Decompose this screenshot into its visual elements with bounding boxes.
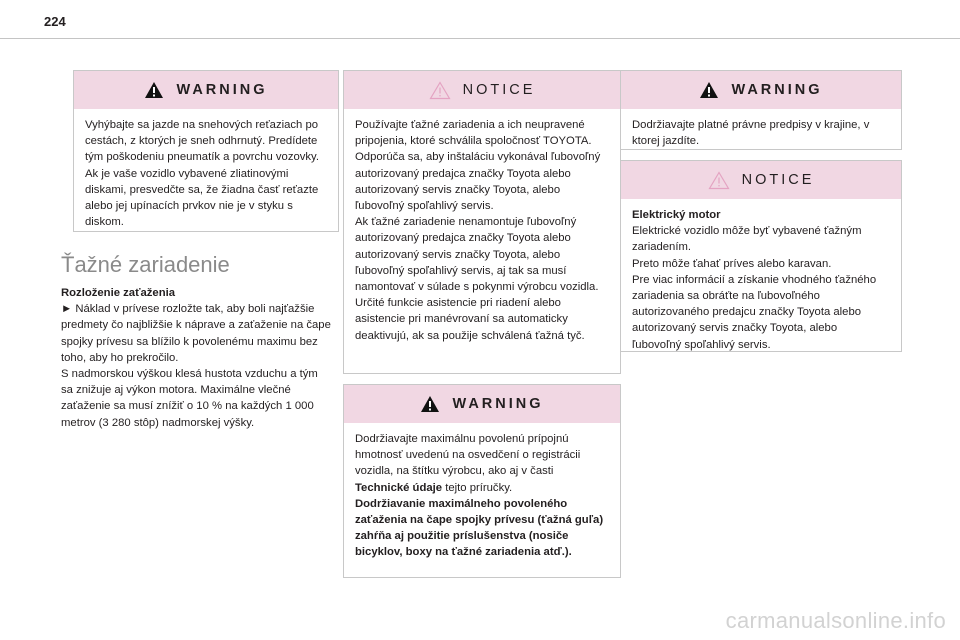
towing-load-text	[61, 285, 331, 431]
notice-paragraph-1: Elektrické vozidlo môže byť vybavené ťažným zariadením.	[632, 225, 862, 254]
notice-title: NOTICE	[741, 172, 815, 188]
warning-box-trailer-weight	[343, 384, 621, 578]
warning-text: Dodržiavajte platné právne predpisy v krajine, v ktorej jazdíte.	[632, 119, 870, 148]
warning-triangle-icon	[420, 395, 440, 413]
notice-header	[621, 161, 901, 199]
warning-header	[74, 71, 338, 109]
top-divider	[0, 38, 960, 39]
warning-text: Vyhýbajte sa jazde na snehových reťaziach po cestách, z ktorých je sneh odhrnutý. Predídete tým poškodeniu pneumatík a povrchu vozovky. Ak je vaše vozidlo vybavené zliatinovými diskami, presvedčte sa, že žiadna časť reťazte alebo jej upínacích prvkov nie je v styku s diskom.	[85, 119, 320, 229]
warning-header	[621, 71, 901, 109]
notice-paragraph-3: Pre viac informácií a získanie vhodného ťažného zariadenia sa obráťte na ľubovoľného autorizovaného predajcu značky Toyota alebo autorizovaný servis značky Toyota, alebo ľubovoľný spoľahlivý servis.	[632, 273, 877, 351]
warning-title: WARNING	[731, 82, 823, 98]
warning-header	[344, 385, 620, 423]
section-title: Ťažné zariadenie	[61, 252, 230, 277]
warning-box-snow-chains	[73, 70, 339, 232]
notice-paragraph-2: Preto môže ťahať príves alebo karavan.	[632, 257, 832, 270]
technical-data-reference: Technické údaje	[355, 481, 443, 494]
warning-bold-paragraph: Dodržiavanie maximálneho povoleného zaťaženia na čape spojky prívesu (ťažná guľa) zahŕňa aj použitie príslušenstva (nosiče bicyklov, boxy na ťažné zariadenia atď.).	[355, 497, 604, 559]
notice-triangle-icon	[708, 171, 730, 190]
subheading-load-distribution: Rozloženie zaťaženia	[61, 287, 176, 299]
notice-heading: Elektrický motor	[632, 209, 721, 221]
notice-paragraph-1: Používajte ťažné zariadenia a ich neupravené pripojenia, ktoré schválila spoločnosť TOYOTA. Odporúča sa, aby inštaláciu vykonával ľubovoľný autorizovaný predajca značky Toyota alebo autorizovaný servis značky Toyota, alebo ľubovoľný spoľahlivý servis.	[355, 119, 601, 213]
warning-triangle-icon	[699, 81, 719, 99]
warning-text-part-b: tejto príručky.	[442, 481, 513, 494]
notice-box-electric-motor	[620, 160, 902, 352]
bullet-load-distribution: ► Náklad v prívese rozložte tak, aby boli najťažšie predmety čo najbližšie k náprave a zaťaženie na čape spojky prívesu sa blížilo k povolenému maximu bez toho, aby ho prekročilo.	[61, 303, 331, 364]
notice-header	[344, 71, 620, 109]
altitude-paragraph: S nadmorskou výškou klesá hustota vzduchu a tým sa znižuje aj výkon motora. Maximálne vlečné zaťaženie sa musí znížiť o 10 % na každých 1 000 metrov (3 280 stôp) nadmorskej výšky.	[61, 368, 318, 429]
warning-text-part-a: Dodržiavajte maximálnu povolenú prípojnú hmotnosť uvedenú na osvedčení o registrácii vozidla, na štítku výrobcu, ako aj v časti	[355, 433, 581, 478]
notice-triangle-icon	[429, 81, 451, 100]
warning-box-legal	[620, 70, 902, 150]
watermark: carmanualsonline.info	[725, 608, 946, 633]
warning-title: WARNING	[176, 82, 268, 98]
warning-triangle-icon	[144, 81, 164, 99]
notice-paragraph-3: Určité funkcie asistencie pri riadení alebo asistencie pri manévrovaní sa automaticky deaktivujú, ak sa použije schválená ťažná tyč.	[355, 297, 585, 342]
notice-paragraph-2: Ak ťažné zariadenie nenamontuje ľubovoľný autorizovaný predajca značky Toyota alebo autorizovaný servis značky Toyota, alebo ľubovoľný spoľahlivý servis, aj tak sa musí namontovať v súlade s pokynmi výrobcu vozidla.	[355, 216, 599, 294]
page-number: 224	[44, 14, 66, 29]
warning-text	[355, 431, 608, 496]
notice-box-towbar	[343, 70, 621, 374]
warning-title: WARNING	[452, 396, 544, 412]
notice-title: NOTICE	[462, 82, 536, 98]
